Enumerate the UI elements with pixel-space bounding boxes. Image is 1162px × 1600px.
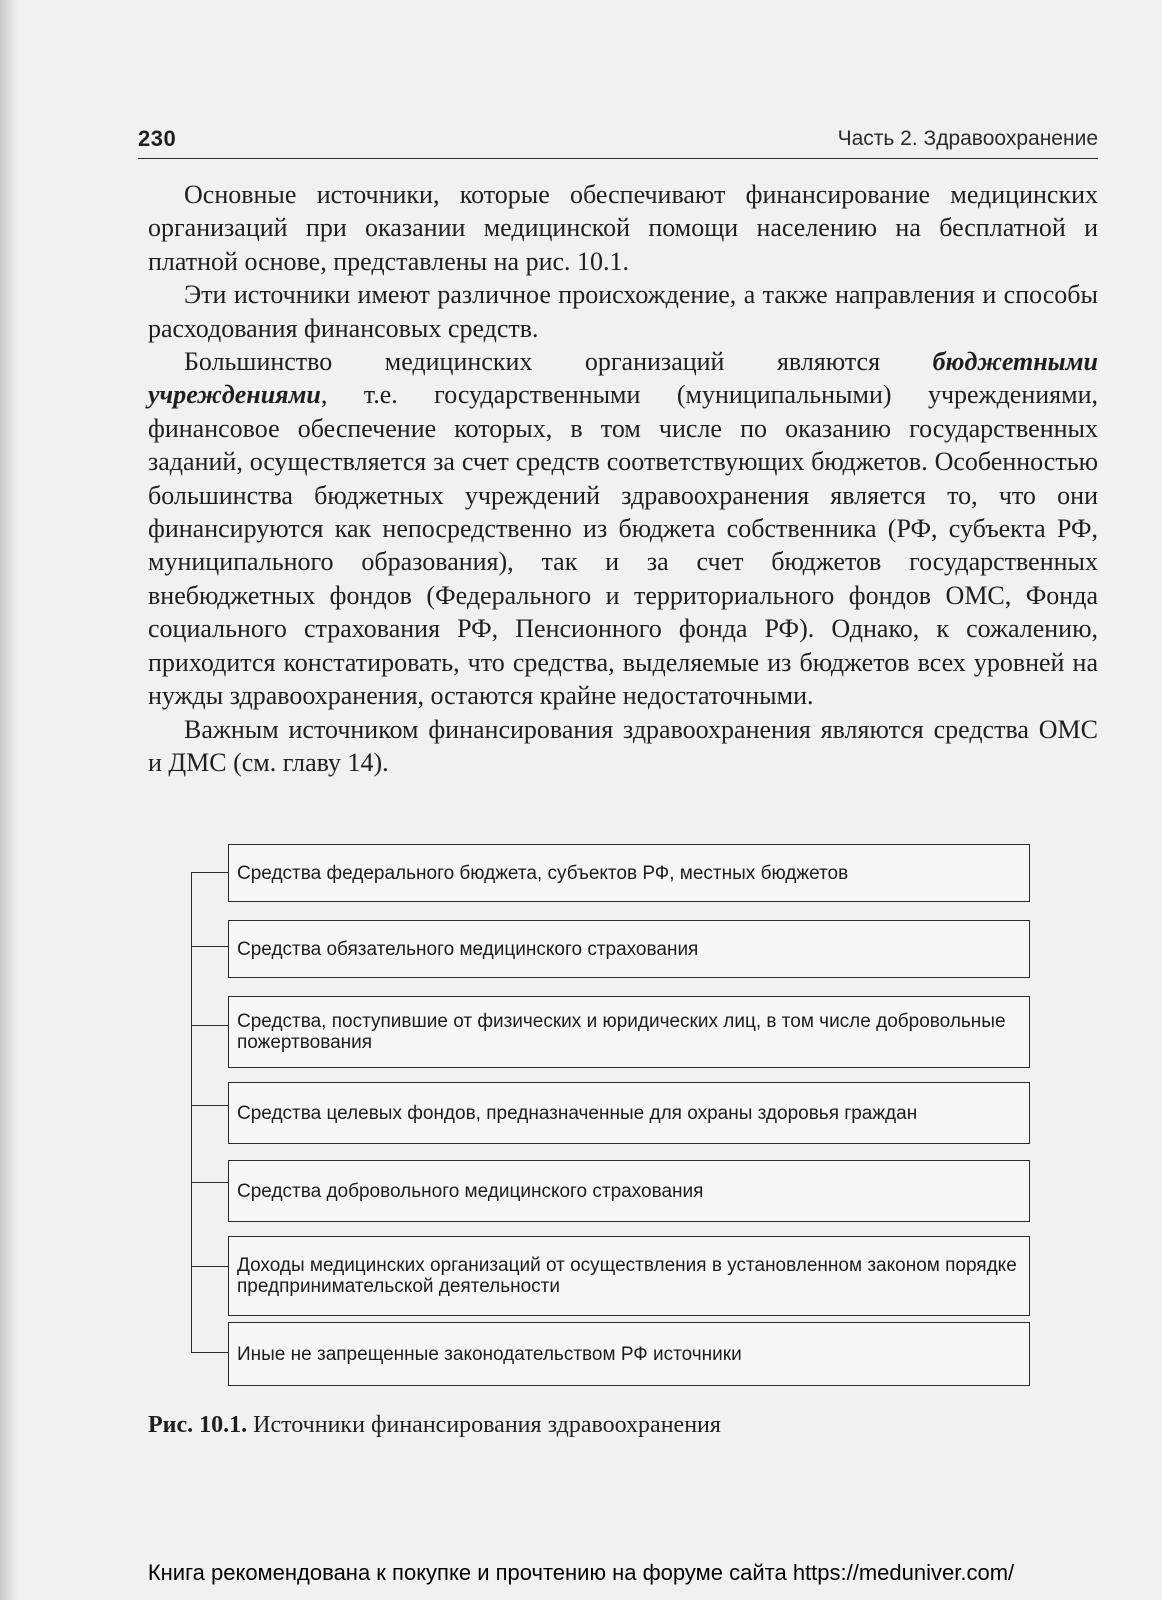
paragraph-3 [148,345,1098,712]
funding-source-label: Средства обязательного медицинского страхования [237,938,699,960]
page-number: 230 [138,126,177,151]
figure-caption-text: Источники финансирования здравоохранения [247,1412,721,1438]
funding-source-label: Средства федерального бюджета, субъектов РФ, местных бюджетов [237,862,849,884]
paragraph-1: Основные источники, которые обеспечивают финансирование медицинских организаций при оказании медицинской помощи населению на бесплатной и платной основе, представлены на рис. 10.1. [148,180,1098,276]
funding-source-box-5 [228,1160,1030,1222]
funding-source-label: Средства добровольного медицинского страхования [237,1180,704,1202]
diagram-trunk-line [191,872,192,1352]
paragraph-4: Важным источником финансирования здравоохранения являются средства ОМС и ДМС (см. главу 14). [148,714,1098,777]
diagram-connector [191,1266,229,1267]
funding-source-label: Доходы медицинских организаций от осуществления в установленном законом порядке предпринимательской деятельности [237,1255,1017,1297]
diagram-connector [191,1182,229,1183]
diagram-connector [191,946,229,947]
body-text [148,178,1098,779]
page-header [138,122,1098,159]
funding-source-box-4 [228,1082,1030,1144]
page-edge-shadow [0,0,18,1600]
funding-source-box-7 [228,1322,1030,1386]
diagram-connector [191,872,229,873]
paragraph-3-rest: , т.е. государственными (муниципальными) учреждениями, финансовое обеспечение которых, в том числе по оказанию государственных заданий, осуществляется за счет средств соответствующих бюджетов. Особенностью большинства бюджетных учреждений здравоохранения является то, что они финансируются как непосредственно из бюджета собственника (РФ, субъекта РФ, муниципального образования), так и за счет бюджетов государственных внебюджетных фондов (Федерального и территориального фондов ОМС, Фонда социального страхования РФ, Пенсионного фонда РФ). Однако, к сожалению, приходится констатировать, что средства, выделяемые из бюджетов всех уровней на нужды здравоохранения, остаются крайне недостаточными. [148,380,1098,711]
paragraph-3-start: Большинство медицинских организаций являются [184,347,933,377]
running-head: Часть 2. Здравоохранение [837,127,1098,150]
figure-label: Рис. 10.1. [148,1412,248,1438]
paragraph-2: Эти источники имеют различное происхождение, а также направления и способы расходования финансовых средств. [148,280,1098,343]
diagram-connector [191,1025,229,1026]
footer-note: Книга рекомендована к покупке и прочтению на форуме сайта https://meduniver.com/ [147,1560,1015,1585]
budget-institutions-term: бюджетными учреждениями [148,347,1098,410]
funding-source-label: Иные не запрещенные законодательством РФ источники [237,1343,742,1365]
diagram-connector [191,1105,229,1106]
funding-sources-diagram [188,850,1048,1390]
funding-source-label: Средства, поступившие от физических и юридических лиц, в том числе добровольные пожертвования [237,1011,1006,1053]
funding-source-box-2 [228,920,1030,978]
funding-source-box-1 [228,844,1030,902]
figure-caption [148,1412,721,1439]
funding-source-label: Средства целевых фондов, предназначенные для охраны здоровья граждан [237,1102,918,1124]
funding-source-box-3 [228,996,1030,1068]
funding-source-box-6 [228,1236,1030,1316]
diagram-connector [191,1352,229,1353]
